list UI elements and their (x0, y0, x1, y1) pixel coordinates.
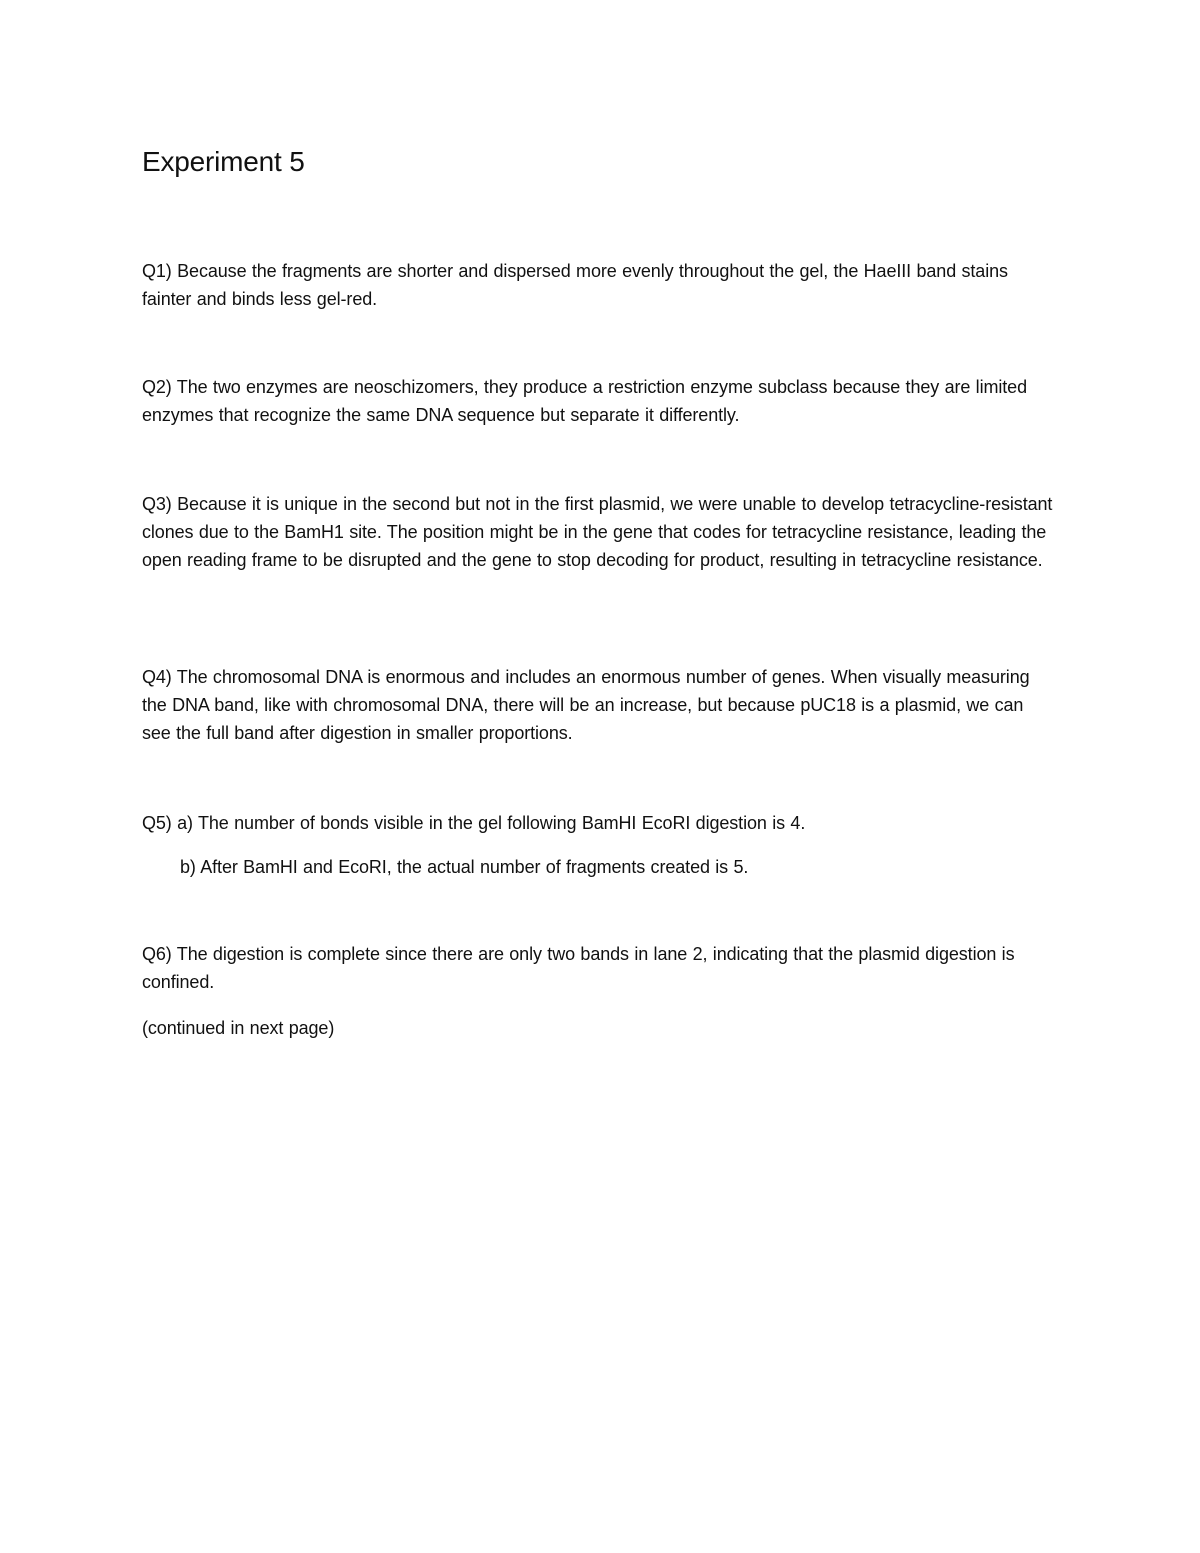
answer-q6-label: Q6) (142, 944, 172, 964)
answer-q5b-label: b) (180, 857, 196, 877)
answer-q6 (142, 940, 1057, 996)
answer-q1-label: Q1) (142, 261, 172, 281)
answer-q3-label: Q3) (142, 494, 172, 514)
answer-q5a-label: Q5) a) (142, 813, 193, 833)
page-title: Experiment 5 (142, 146, 305, 177)
answer-q5b (180, 853, 1057, 881)
answer-q4-text: The chromosomal DNA is enormous and includes an enormous number of genes. When visually measuring the DNA band, like with chromosomal DNA, there will be an increase, but because pUC18 is a plasmid, we can see the full band after digestion in smaller proportions. (142, 667, 1030, 743)
answer-q6-text: The digestion is complete since there are only two bands in lane 2, indicating that the plasmid digestion is confined. (142, 944, 1015, 992)
answer-q4 (142, 663, 1057, 747)
answer-q5b-text: After BamHI and EcoRI, the actual number of fragments created is 5. (200, 857, 749, 877)
answer-q2-text: The two enzymes are neoschizomers, they produce a restriction enzyme subclass because they are limited enzymes that recognize the same DNA sequence but separate it differently. (142, 377, 1027, 425)
answer-q4-label: Q4) (142, 667, 172, 687)
answer-q3-text: Because it is unique in the second but not in the first plasmid, we were unable to develop tetracycline-resistant clones due to the BamH1 site. The position might be in the gene that codes for tetracycline resistance, leading the open reading frame to be disrupted and the gene to stop decoding for product, resulting in tetracycline resistance. (142, 494, 1053, 570)
answer-q1 (142, 257, 1057, 313)
continued-note: (continued in next page) (142, 1018, 335, 1038)
answer-q5a-text: The number of bonds visible in the gel following BamHI EcoRI digestion is 4. (198, 813, 806, 833)
answer-q5a (142, 809, 1057, 837)
answer-q2-label: Q2) (142, 377, 172, 397)
answer-q1-text: Because the fragments are shorter and dispersed more evenly throughout the gel, the HaeIII band stains fainter and binds less gel-red. (142, 261, 1008, 309)
answer-q3 (142, 490, 1057, 574)
answer-q2 (142, 373, 1057, 429)
